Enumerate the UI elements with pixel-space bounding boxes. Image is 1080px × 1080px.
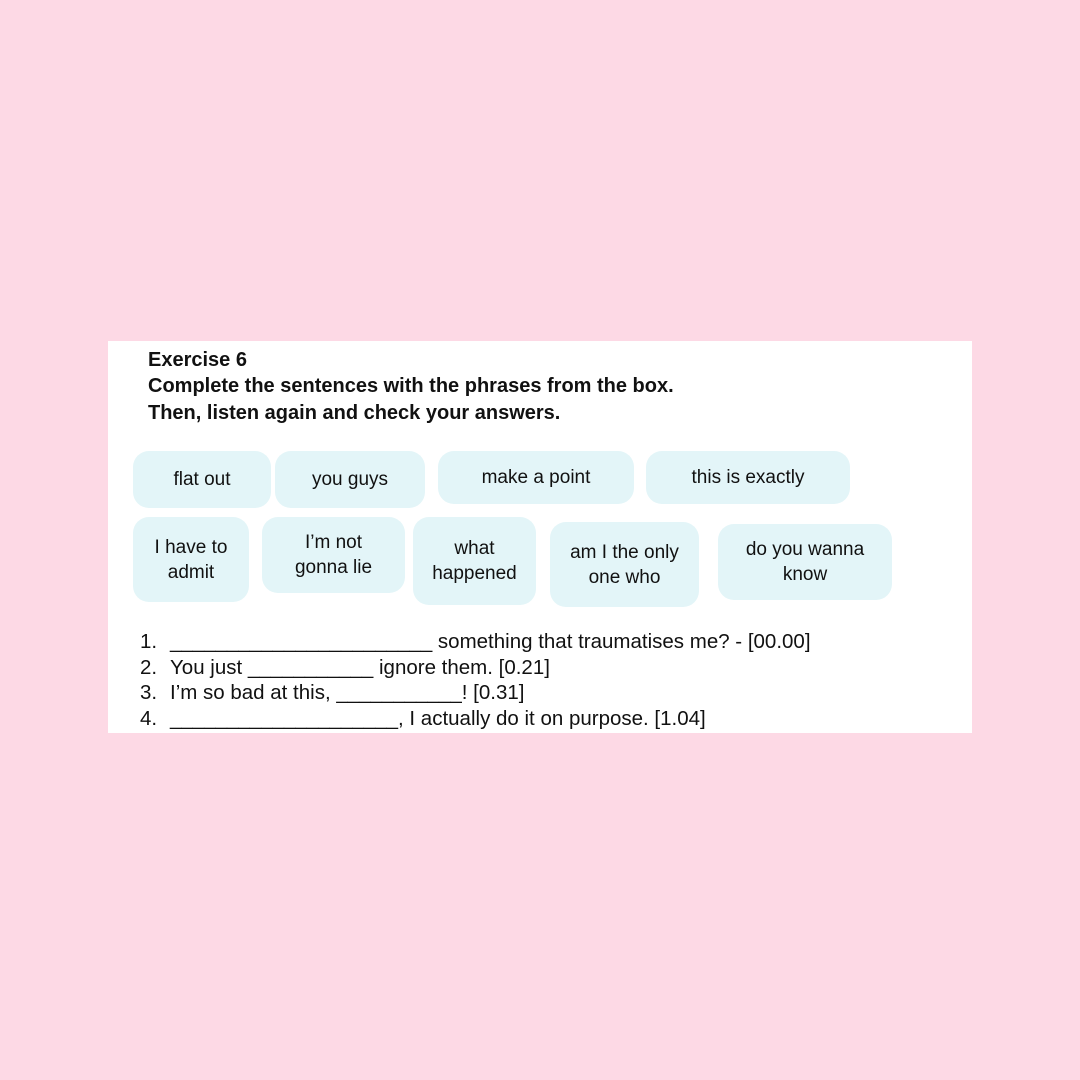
phrase-chip[interactable]: I’m not gonna lie <box>262 517 405 593</box>
sentence-text: ____________________, I actually do it on purpose. [1.04] <box>170 706 706 730</box>
sentence-item <box>140 706 811 732</box>
sentence-text: I’m so bad at this, ___________! [0.31] <box>170 681 525 704</box>
sentence-number: 1. <box>140 630 158 653</box>
phrase-chip[interactable]: you guys <box>275 451 425 508</box>
phrase-chip[interactable]: what happened <box>413 517 536 605</box>
phrase-chip[interactable]: this is exactly <box>646 451 850 504</box>
sentence-number: 4. <box>140 706 158 730</box>
phrase-chip[interactable]: do you wanna know <box>718 524 892 600</box>
sentence-number: 2. <box>140 655 158 679</box>
sentence-item <box>140 680 811 706</box>
phrase-chip[interactable]: am I the only one who <box>550 522 699 607</box>
sentence-number: 3. <box>140 681 158 704</box>
sentence-text: You just ___________ ignore them. [0.21] <box>170 655 550 679</box>
sentence-item <box>140 629 811 655</box>
exercise-card <box>108 341 972 733</box>
exercise-instructions: Complete the sentences with the phrases from the box. Then, listen again and check your answers. <box>148 375 674 424</box>
sentence-list <box>140 629 811 731</box>
exercise-title: Exercise 6 <box>148 349 247 371</box>
phrase-chip[interactable]: I have to admit <box>133 517 249 602</box>
phrase-chip[interactable]: make a point <box>438 451 634 504</box>
sentence-item <box>140 655 811 681</box>
phrase-chip[interactable]: flat out <box>133 451 271 508</box>
sentence-text: _______________________ something that traumatises me? - [00.00] <box>170 630 811 653</box>
